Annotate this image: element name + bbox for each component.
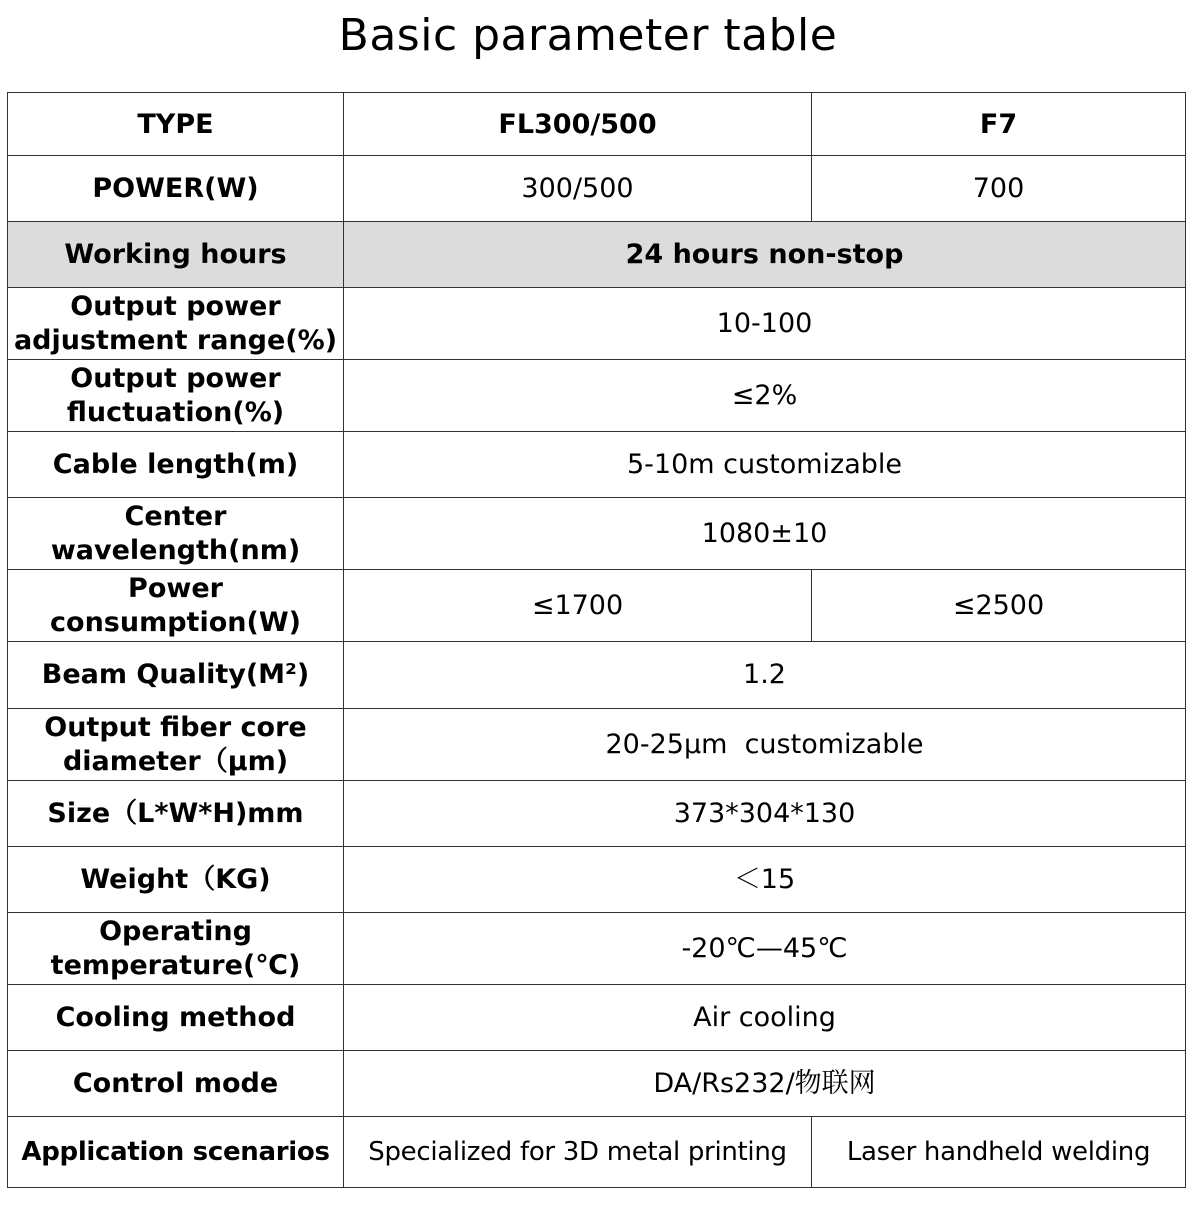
adjustment-range-value: 10-100 [344,288,1186,360]
power-consumption-label [8,570,344,642]
cable-length-value: 5-10m customizable [344,432,1186,498]
working-hours-label: Working hours [8,222,344,288]
cooling-method-label: Cooling method [8,985,344,1051]
parameter-table [7,92,1186,1188]
table-row [8,498,1186,570]
label-line: consumption(W) [50,606,301,638]
table-row [8,570,1186,642]
fluctuation-label [8,360,344,432]
table-header-row [8,93,1186,156]
fiber-core-label [8,709,344,781]
table-row [8,781,1186,847]
label-line: Center [124,500,227,532]
table-row [8,985,1186,1051]
power-label: POWER(W) [8,156,344,222]
label-line: Power [128,572,223,604]
table-row [8,222,1186,288]
label-line: wavelength(nm) [50,534,301,566]
power-value-f7: 700 [812,156,1186,222]
fluctuation-value: ≤2% [344,360,1186,432]
wavelength-label [8,498,344,570]
power-consumption-f7: ≤2500 [812,570,1186,642]
cable-length-label: Cable length(m) [8,432,344,498]
cooling-method-value: Air cooling [344,985,1186,1051]
beam-quality-value: 1.2 [344,642,1186,709]
table-row [8,913,1186,985]
table-row [8,847,1186,913]
type-header-cell: TYPE [8,93,344,156]
operating-temperature-label [8,913,344,985]
adjustment-range-label [8,288,344,360]
application-f7: Laser handheld welding [812,1117,1186,1188]
application-scenarios-label: Application scenarios [8,1117,344,1188]
weight-value: ＜15 [344,847,1186,913]
control-mode-label: Control mode [8,1051,344,1117]
working-hours-value: 24 hours non-stop [344,222,1186,288]
beam-quality-label: Beam Quality(M²) [8,642,344,709]
table-row [8,156,1186,222]
weight-label: Weight（KG) [8,847,344,913]
wavelength-value: 1080±10 [344,498,1186,570]
label-line: diameter（μm) [62,745,289,777]
page-title: Basic parameter table [338,10,838,61]
table-row [8,1051,1186,1117]
label-line: temperature(℃) [50,949,301,981]
power-consumption-fl300-500: ≤1700 [344,570,812,642]
size-value: 373*304*130 [344,781,1186,847]
label-line: Operating [99,915,252,947]
table-row [8,642,1186,709]
application-fl300-500: Specialized for 3D metal printing [344,1117,812,1188]
control-mode-value: DA/Rs232/物联网 [344,1051,1186,1117]
table-row [8,288,1186,360]
table-row [8,360,1186,432]
power-value-fl300-500: 300/500 [344,156,812,222]
model-fl300-500-header: FL300/500 [344,93,812,156]
label-line: fluctuation(%) [66,396,285,428]
label-line: Output power [70,362,281,394]
table-row [8,432,1186,498]
label-line: Output power [70,290,281,322]
table-row [8,1117,1186,1188]
model-f7-header: F7 [812,93,1186,156]
label-line: adjustment range(%) [13,324,338,356]
size-label: Size（L*W*H)mm [8,781,344,847]
fiber-core-value: 20-25μm customizable [344,709,1186,781]
table-row [8,709,1186,781]
operating-temperature-value: -20℃—45℃ [344,913,1186,985]
label-line: Output fiber core [44,711,307,743]
